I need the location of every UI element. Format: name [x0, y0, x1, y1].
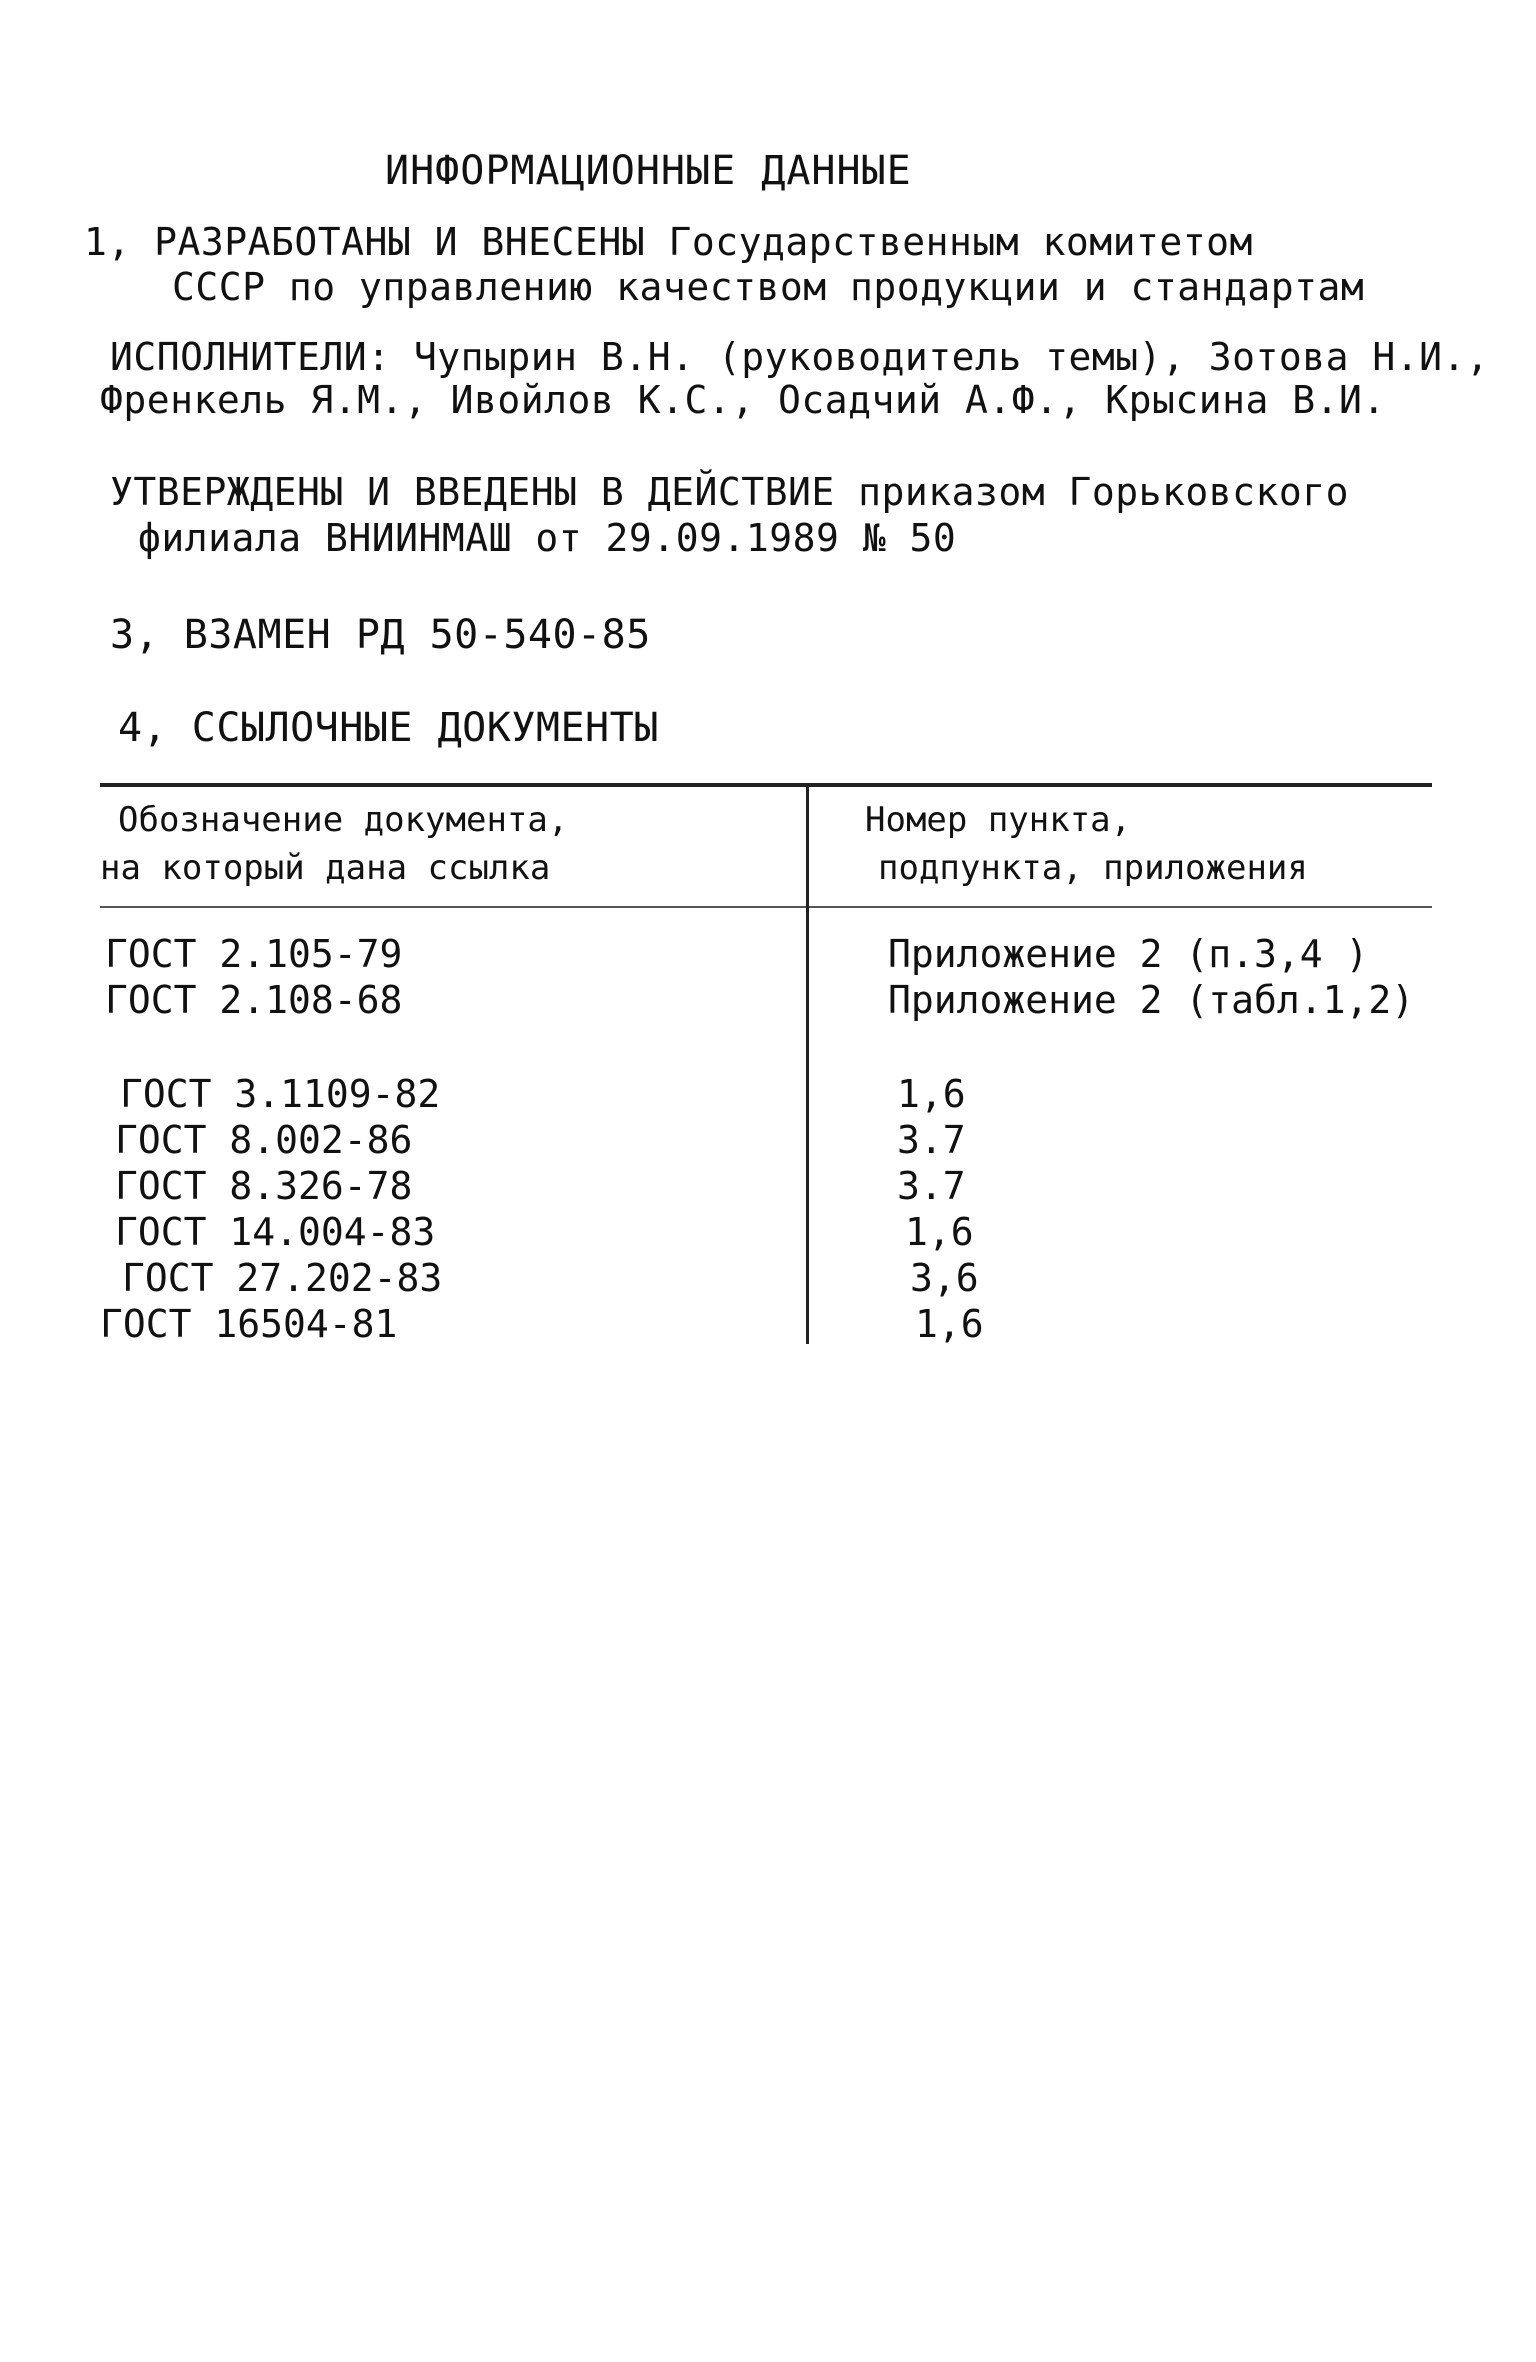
page-title: ИНФОРМАЦИОННЫЕ ДАННЫЕ — [385, 148, 912, 194]
table-row-ref: 3,6 — [910, 1256, 979, 1300]
table-row-doc: ГОСТ 14.004-83 — [115, 1210, 436, 1254]
table-row-ref: 3.7 — [897, 1164, 966, 1208]
table-top-rule — [100, 783, 1432, 787]
table-row-ref: 1,6 — [905, 1210, 974, 1254]
table-row-ref: 1,6 — [897, 1072, 966, 1116]
table-row-doc: ГОСТ 2.105-79 — [105, 932, 403, 976]
table-row-doc: ГОСТ 27.202-83 — [122, 1256, 443, 1300]
table-row-ref: 3.7 — [897, 1118, 966, 1162]
table-header-rule — [100, 906, 1432, 908]
table-header-doc-line1: Обозначение документа, — [118, 800, 569, 840]
section2-line2: филиала ВНИИНМАШ от 29.09.1989 № 50 — [138, 516, 957, 560]
executors-line1: ИСПОЛНИТЕЛИ: Чупырин В.Н. (руководитель темы), Зотова Н.И., — [110, 335, 1490, 379]
table-header-ref-line1: Номер пункта, — [865, 800, 1132, 840]
table-row-doc: ГОСТ 8.002-86 — [115, 1118, 413, 1162]
section4-references-heading: 4, ССЫЛОЧНЫЕ ДОКУМЕНТЫ — [118, 705, 659, 751]
executors-line2: Френкель Я.М., Ивойлов К.С., Осадчий А.Ф., Крысина В.И. — [100, 378, 1386, 422]
table-row-ref: Приложение 2 (п.3,4 ) — [888, 932, 1369, 976]
section1-line1: 1, РАЗРАБОТАНЫ И ВНЕСЕНЫ Государственным комитетом — [84, 220, 1253, 264]
section1-line2: СССР по управлению качеством продукции и стандартам — [172, 265, 1365, 309]
table-row-doc: ГОСТ 2.108-68 — [105, 978, 403, 1022]
table-header-doc-line2: на который дана ссылка — [100, 848, 551, 888]
table-header-ref-line2: подпункта, приложения — [878, 848, 1308, 888]
section2-line1: УТВЕРЖДЕНЫ И ВВЕДЕНЫ В ДЕЙСТВИЕ приказом Горьковского — [110, 470, 1350, 514]
table-row-ref: 1,6 — [915, 1302, 984, 1346]
table-row-doc: ГОСТ 8.326-78 — [115, 1164, 413, 1208]
section3-replaces: 3, ВЗАМЕН РД 50-540-85 — [110, 612, 651, 658]
table-row-doc: ГОСТ 3.1109-82 — [120, 1072, 441, 1116]
table-row-ref: Приложение 2 (табл.1,2) — [888, 978, 1415, 1022]
table-column-divider — [806, 784, 809, 1344]
table-row-doc: ГОСТ 16504-81 — [100, 1302, 398, 1346]
